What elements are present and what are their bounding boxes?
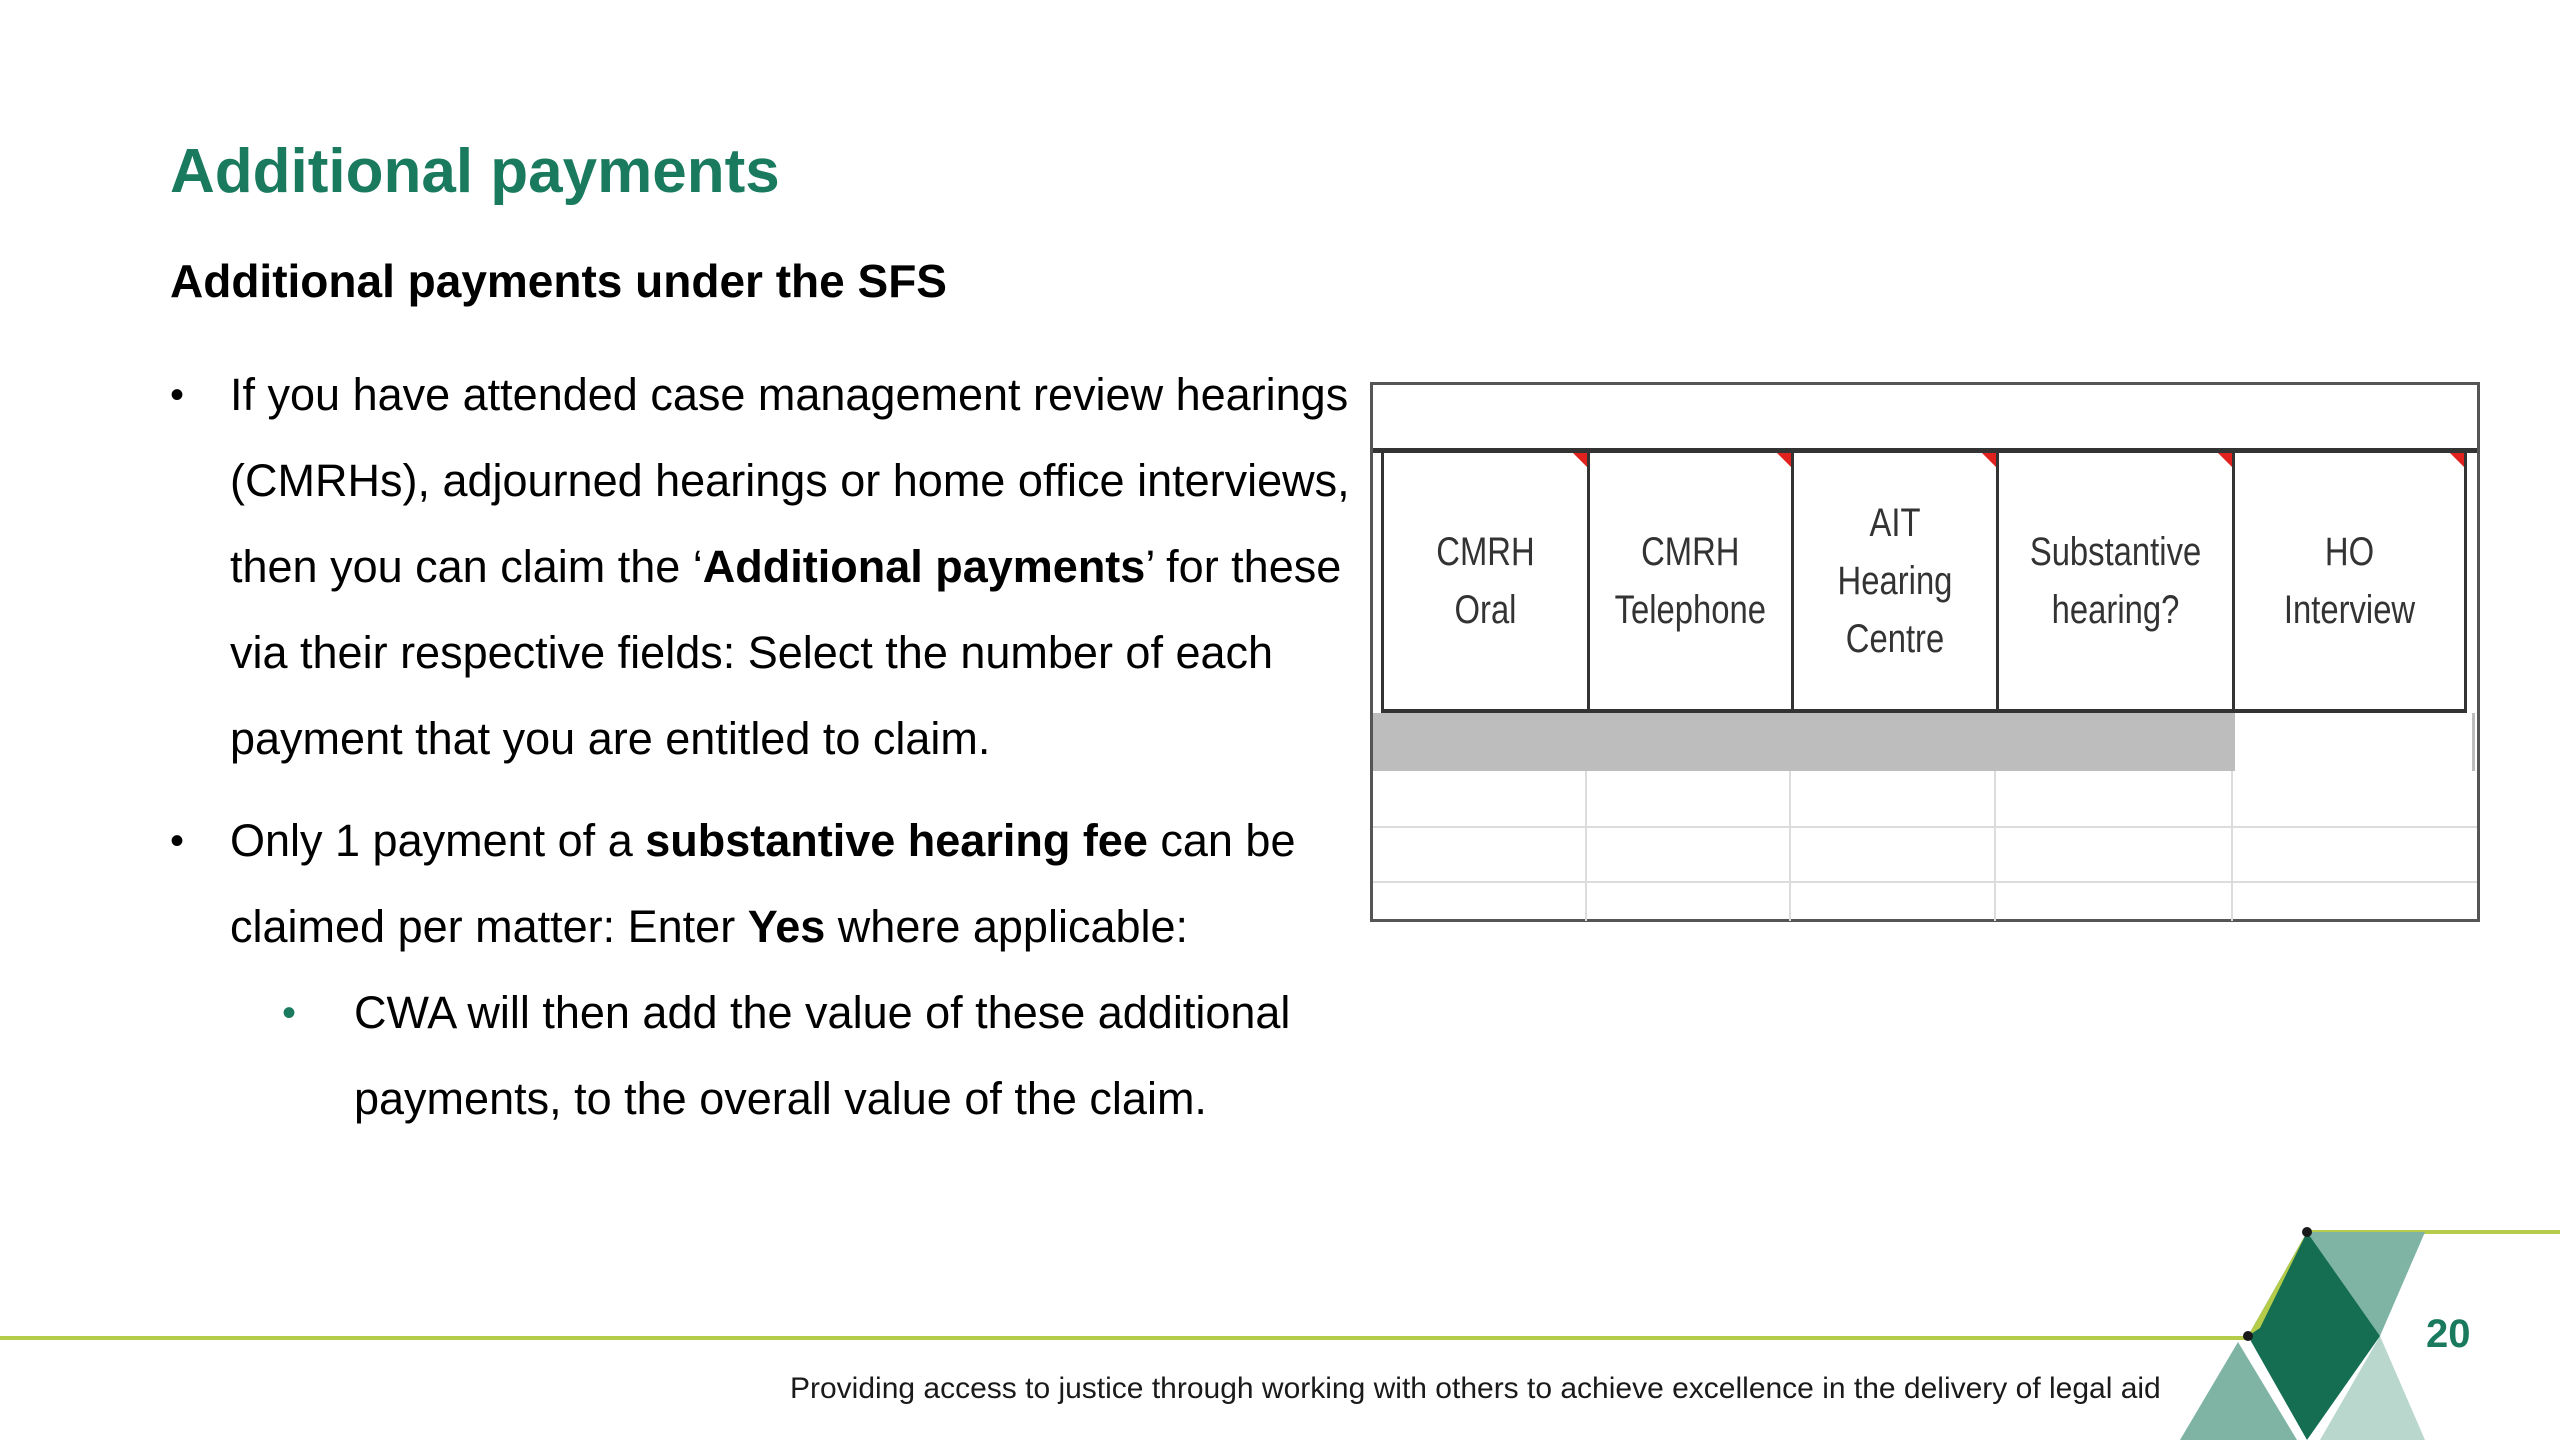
bullet-list xyxy=(170,352,1350,1158)
bullet-2-text xyxy=(230,815,1296,952)
bullet-2-bold-substantive-hearing-fee: substantive hearing fee xyxy=(645,815,1148,866)
bullet-2-part-1: Only 1 payment of a xyxy=(230,815,646,866)
comment-indicator-icon xyxy=(2450,453,2464,467)
bullet-item-2 xyxy=(170,798,1350,1142)
column-header-label: AIT Hearing Centre xyxy=(1837,501,1953,661)
comment-indicator-icon xyxy=(2218,453,2232,467)
grid-line xyxy=(1373,881,2477,883)
column-header-cmrh-oral xyxy=(1381,453,1587,713)
footer-tagline: Providing access to justice through working with others to achieve excellence in the delivery of legal aid xyxy=(790,1372,2161,1405)
bullet-dot-icon: • xyxy=(170,373,185,417)
ho-interview-input-cell xyxy=(2235,713,2475,771)
grid-line xyxy=(1585,771,1587,921)
bullet-dot-icon: • xyxy=(170,819,185,863)
grid-line xyxy=(1789,771,1791,921)
column-header-label: Substantive hearing? xyxy=(2029,530,2202,632)
bullet-1-text xyxy=(230,369,1350,764)
bullet-1-part-2: ’ for these via their respective fields: Select the number of each payment that you are entitled to claim. xyxy=(230,541,1342,764)
comment-indicator-icon xyxy=(1573,453,1587,467)
slide-subtitle: Additional payments under the SFS xyxy=(170,255,947,307)
bullet-2-part-3: where applicable: xyxy=(825,901,1189,952)
column-header-label: CMRH Oral xyxy=(1436,530,1535,632)
grid-line xyxy=(1994,771,1996,921)
grid-line xyxy=(1373,826,2477,828)
comment-indicator-icon xyxy=(1777,453,1791,467)
sub-bullet-dot-icon: • xyxy=(282,991,297,1035)
column-header-ho-interview xyxy=(2232,453,2467,713)
bullet-item-1 xyxy=(170,352,1350,782)
sub-bullet-1-text: CWA will then add the value of these additional payments, to the overall value of the claim. xyxy=(354,987,1291,1124)
comment-indicator-icon xyxy=(1982,453,1996,467)
bullet-1-bold-additional-payments: Additional payments xyxy=(702,541,1146,592)
grid-line xyxy=(2231,771,2233,921)
page-number: 20 xyxy=(2426,1312,2471,1356)
bullet-2-part-2: can be claimed per matter: Enter xyxy=(230,815,1296,952)
column-header-ait-hearing-centre xyxy=(1791,453,1996,713)
sub-bullet-item-1 xyxy=(230,970,1350,1142)
column-header-substantive-hearing xyxy=(1996,453,2232,713)
bullet-2-bold-yes: Yes xyxy=(747,901,826,952)
bullet-1-part-1: If you have attended case management review hearings (CMRHs), adjourned hearings or home office interviews, then you can claim the ‘ xyxy=(230,369,1350,592)
column-header-cmrh-telephone xyxy=(1587,453,1791,713)
column-header-label: HO Interview xyxy=(2283,530,2416,632)
footer-divider xyxy=(0,1336,2250,1340)
corner-triangles-graphic xyxy=(2180,1226,2560,1440)
spreadsheet-top-row xyxy=(1373,385,2477,453)
sub-bullet-list xyxy=(230,970,1350,1142)
greyed-cell-range xyxy=(1373,713,2235,771)
slide-title: Additional payments xyxy=(170,137,780,206)
spreadsheet-excerpt xyxy=(1370,382,2480,922)
column-header-label: CMRH Telephone xyxy=(1614,530,1767,632)
